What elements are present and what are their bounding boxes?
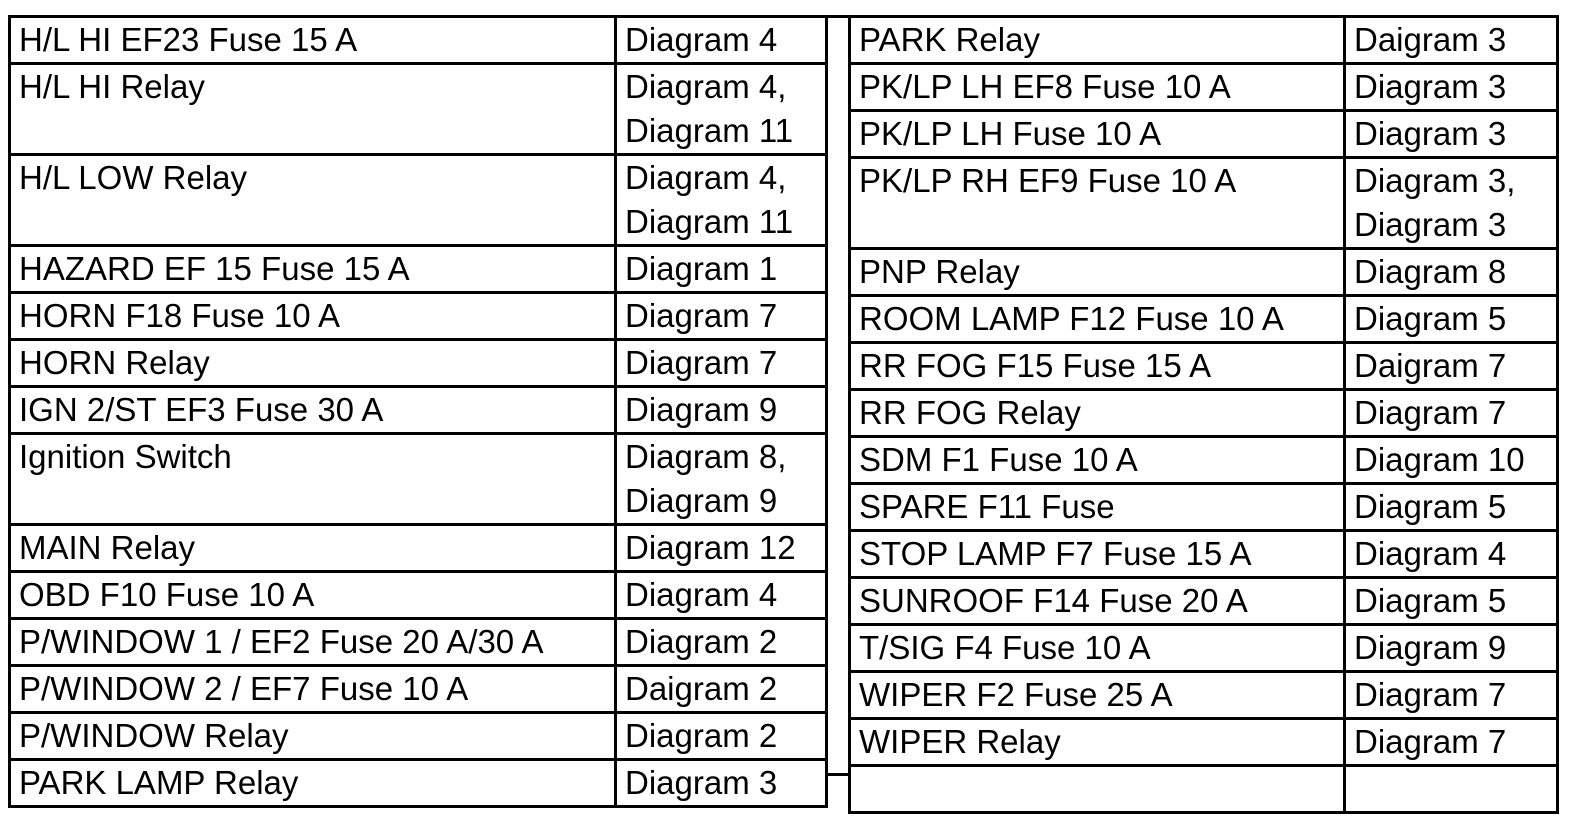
component-name: RR FOG F15 Fuse 15 A <box>850 343 1345 390</box>
diagram-ref: Diagram 12 <box>616 525 827 572</box>
diagram-ref: Diagram 7 <box>616 293 827 340</box>
diagram-ref: Diagram 2 <box>616 713 827 760</box>
column-divider <box>825 15 848 776</box>
diagram-ref: Daigram 2 <box>616 666 827 713</box>
diagram-ref: Diagram 7 <box>1345 672 1558 719</box>
table-row <box>10 64 827 155</box>
table-row <box>10 155 827 246</box>
table-row <box>10 525 827 572</box>
diagram-ref: Diagram 7 <box>1345 390 1558 437</box>
table-row <box>10 340 827 387</box>
component-name: H/L LOW Relay <box>10 155 616 246</box>
component-name: HORN F18 Fuse 10 A <box>10 293 616 340</box>
diagram-ref: Diagram 8 <box>1345 249 1558 296</box>
diagram-ref: Diagram 3 <box>1345 64 1558 111</box>
table-row <box>850 296 1558 343</box>
table-row <box>10 246 827 293</box>
component-name: PK/LP RH EF9 Fuse 10 A <box>850 158 1345 249</box>
table-row <box>850 578 1558 625</box>
diagram-ref: Diagram 4, Diagram 11 <box>616 155 827 246</box>
table-row <box>10 666 827 713</box>
diagram-ref: Daigram 3 <box>1345 17 1558 64</box>
diagram-ref: Diagram 5 <box>1345 296 1558 343</box>
diagram-ref: Diagram 7 <box>616 340 827 387</box>
table-row <box>10 293 827 340</box>
table-row <box>850 531 1558 578</box>
table-row <box>850 672 1558 719</box>
table-row <box>10 619 827 666</box>
component-name: WIPER Relay <box>850 719 1345 766</box>
component-name <box>850 766 1345 813</box>
diagram-ref: Diagram 3 <box>616 760 827 807</box>
diagram-ref: Diagram 9 <box>616 387 827 434</box>
diagram-ref: Diagram 4 <box>1345 531 1558 578</box>
component-name: SPARE F11 Fuse <box>850 484 1345 531</box>
component-name: PNP Relay <box>850 249 1345 296</box>
component-name: ROOM LAMP F12 Fuse 10 A <box>850 296 1345 343</box>
table-row <box>850 390 1558 437</box>
diagram-ref: Daigram 7 <box>1345 343 1558 390</box>
diagram-ref: Diagram 4 <box>616 17 827 64</box>
diagram-ref: Diagram 10 <box>1345 437 1558 484</box>
component-name: STOP LAMP F7 Fuse 15 A <box>850 531 1345 578</box>
component-name: HAZARD EF 15 Fuse 15 A <box>10 246 616 293</box>
table-row <box>850 249 1558 296</box>
table-row <box>10 17 827 64</box>
table-row <box>10 572 827 619</box>
table-row <box>10 713 827 760</box>
table-row <box>850 766 1558 813</box>
component-name: IGN 2/ST EF3 Fuse 30 A <box>10 387 616 434</box>
component-name: PK/LP LH Fuse 10 A <box>850 111 1345 158</box>
component-name: HORN Relay <box>10 340 616 387</box>
component-name: P/WINDOW Relay <box>10 713 616 760</box>
component-name: T/SIG F4 Fuse 10 A <box>850 625 1345 672</box>
diagram-ref: Diagram 4, Diagram 11 <box>616 64 827 155</box>
table-row <box>850 64 1558 111</box>
component-name: H/L HI Relay <box>10 64 616 155</box>
right-index-table <box>848 15 1559 814</box>
diagram-ref: Diagram 5 <box>1345 578 1558 625</box>
component-name: H/L HI EF23 Fuse 15 A <box>10 17 616 64</box>
component-name: P/WINDOW 1 / EF2 Fuse 20 A/30 A <box>10 619 616 666</box>
table-row <box>850 17 1558 64</box>
diagram-ref: Diagram 3, Diagram 3 <box>1345 158 1558 249</box>
table-row <box>10 760 827 807</box>
table-row <box>850 111 1558 158</box>
component-name: Ignition Switch <box>10 434 616 525</box>
component-name: P/WINDOW 2 / EF7 Fuse 10 A <box>10 666 616 713</box>
left-index-table <box>8 15 828 808</box>
diagram-ref: Diagram 4 <box>616 572 827 619</box>
diagram-ref: Diagram 7 <box>1345 719 1558 766</box>
table-row <box>850 719 1558 766</box>
component-name: WIPER F2 Fuse 25 A <box>850 672 1345 719</box>
component-name: PK/LP LH EF8 Fuse 10 A <box>850 64 1345 111</box>
table-row <box>850 158 1558 249</box>
diagram-ref: Diagram 5 <box>1345 484 1558 531</box>
table-row <box>850 343 1558 390</box>
table-row <box>850 484 1558 531</box>
table-row <box>850 437 1558 484</box>
diagram-ref: Diagram 3 <box>1345 111 1558 158</box>
diagram-ref: Diagram 1 <box>616 246 827 293</box>
diagram-ref: Diagram 8, Diagram 9 <box>616 434 827 525</box>
table-row <box>10 387 827 434</box>
component-name: MAIN Relay <box>10 525 616 572</box>
component-name: PARK Relay <box>850 17 1345 64</box>
table-row <box>850 625 1558 672</box>
table-row <box>10 434 827 525</box>
component-name: OBD F10 Fuse 10 A <box>10 572 616 619</box>
diagram-ref <box>1345 766 1558 813</box>
component-name: PARK LAMP Relay <box>10 760 616 807</box>
diagram-ref: Diagram 2 <box>616 619 827 666</box>
component-name: RR FOG Relay <box>850 390 1345 437</box>
diagram-ref: Diagram 9 <box>1345 625 1558 672</box>
component-name: SDM F1 Fuse 10 A <box>850 437 1345 484</box>
component-name: SUNROOF F14 Fuse 20 A <box>850 578 1345 625</box>
